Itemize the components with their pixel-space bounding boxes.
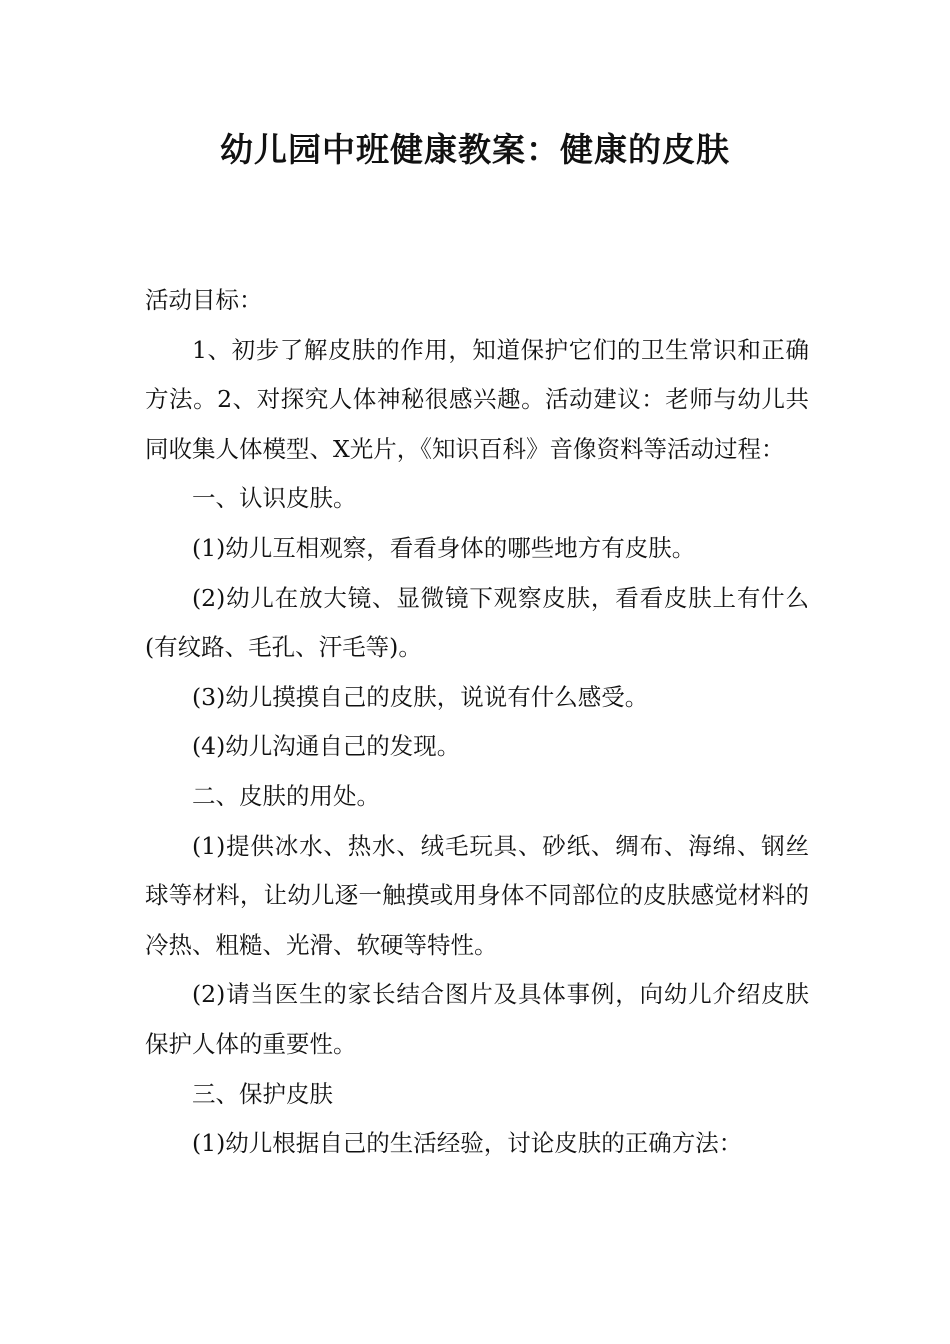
section-heading-protect-skin: 三、保护皮肤	[192, 1079, 333, 1108]
list-item-materials-touch: (1)提供冰水、热水、绒毛玩具、砂纸、绸布、海绵、钢丝球等材料，让幼儿逐一触摸或用身体不同部位的皮肤感觉材料的冷热、粗糙、光滑、软硬等特性。	[145, 831, 809, 959]
section-heading-activity-goals: 活动目标：	[145, 286, 263, 314]
list-item-discuss-methods: (1)幼儿根据自己的生活经验，讨论皮肤的正确方法：	[192, 1129, 743, 1158]
section-heading-skin-uses: 二、皮肤的用处。	[192, 781, 380, 810]
list-item-share-findings: (4)幼儿沟通自己的发现。	[192, 732, 461, 761]
section-heading-know-skin: 一、认识皮肤。	[192, 484, 357, 513]
document-body	[145, 276, 809, 1169]
document-title: 幼儿园中班健康教案：健康的皮肤	[220, 130, 730, 169]
paragraph-goals-and-suggestions: 1、初步了解皮肤的作用，知道保护它们的卫生常识和正确方法。2、对探究人体神秘很感兴趣。活动建议：老师与幼儿共同收集人体模型、X光片，《知识百科》音像资料等活动过程：	[145, 335, 809, 463]
list-item-doctor-parent: (2)请当医生的家长结合图片及具体事例，向幼儿介绍皮肤保护人体的重要性。	[145, 980, 809, 1058]
list-item-magnifier-observation: (2)幼儿在放大镜、显微镜下观察皮肤，看看皮肤上有什么(有纹路、毛孔、汗毛等)。	[145, 583, 809, 662]
list-item-observe-each-other: (1)幼儿互相观察，看看身体的哪些地方有皮肤。	[192, 533, 696, 562]
list-item-touch-own-skin: (3)幼儿摸摸自己的皮肤，说说有什么感受。	[192, 682, 649, 711]
